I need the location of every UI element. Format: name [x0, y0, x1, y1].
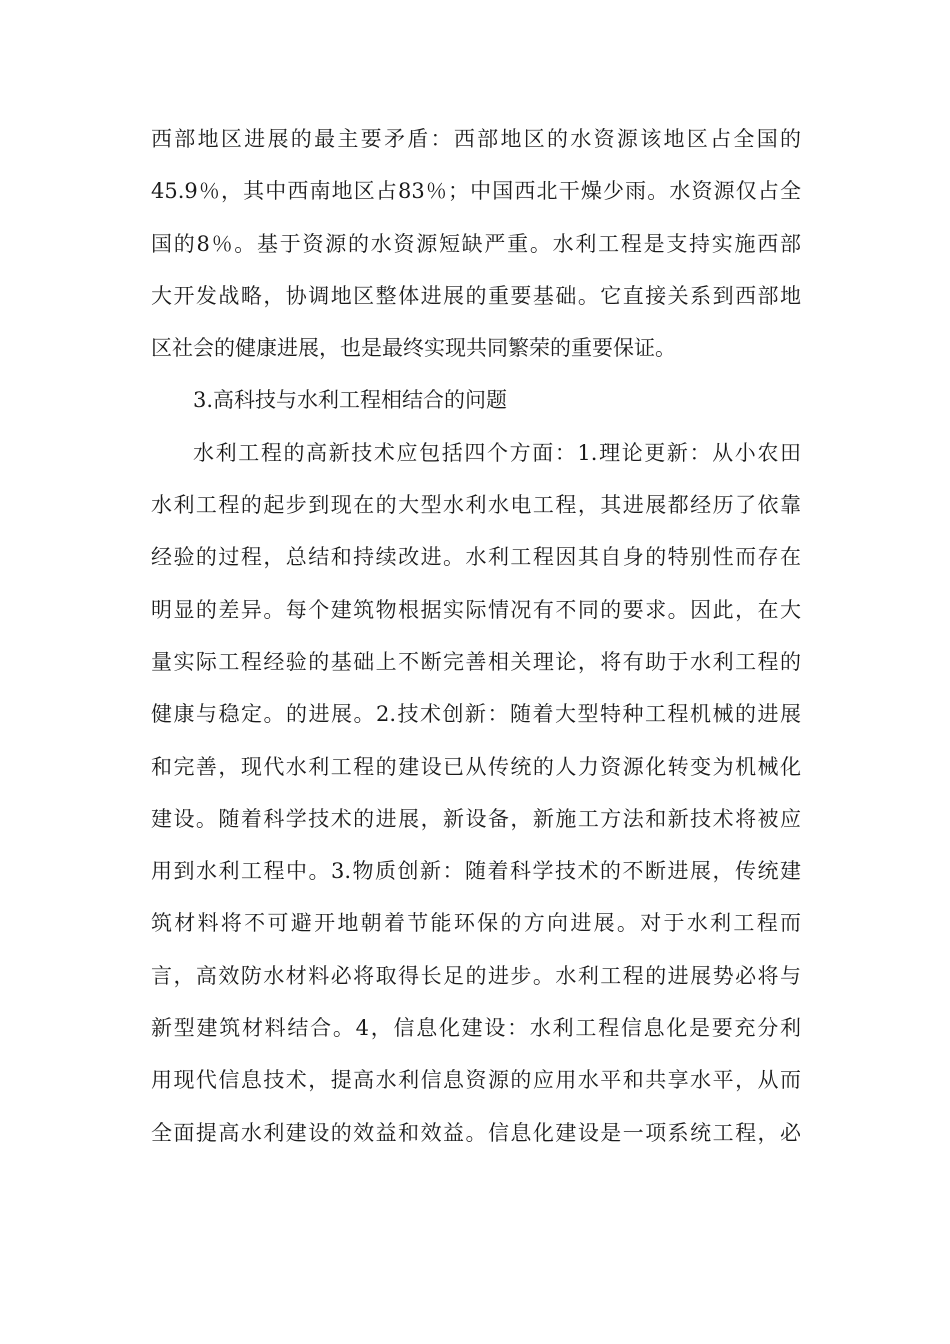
text-line: 3.高科技与水利工程相结合的问题	[193, 388, 508, 413]
text-line: 国的8％。基于资源的水资源短缺严重。水利工程是支持实施西部	[151, 231, 801, 256]
text-line: 言，高效防水材料必将取得长足的进步。水利工程的进展势必将与	[151, 963, 801, 988]
text-line: 水利工程的起步到现在的大型水利水电工程，其进展都经历了依靠	[151, 493, 801, 518]
text-line: 经验的过程，总结和持续改进。水利工程因其自身的特别性而存在	[151, 545, 801, 570]
text-line: 明显的差异。每个建筑物根据实际情况有不同的要求。因此，在大	[151, 597, 801, 622]
text-line: 用到水利工程中。3.物质创新：随着科学技术的不断进展，传统建	[151, 859, 801, 884]
text-line: 区社会的健康进展，也是最终实现共同繁荣的重要保证。	[151, 336, 676, 361]
text-line: 45.9％，其中西南地区占83％；中国西北干燥少雨。水资源仅占全	[151, 179, 801, 204]
text-line: 水利工程的高新技术应包括四个方面：1.理论更新：从小农田	[193, 440, 801, 465]
text-line: 健康与稳定。的进展。2.技术创新：随着大型特种工程机械的进展	[151, 702, 801, 727]
text-line: 筑材料将不可避开地朝着节能环保的方向进展。对于水利工程而	[151, 911, 801, 936]
text-line: 建设。随着科学技术的进展，新设备，新施工方法和新技术将被应	[151, 806, 801, 831]
body-text	[151, 113, 801, 1159]
text-line: 大开发战略，协调地区整体进展的重要基础。它直接关系到西部地	[151, 283, 801, 308]
text-line: 用现代信息技术，提高水利信息资源的应用水平和共享水平，从而	[151, 1068, 801, 1093]
text-line: 新型建筑材料结合。4，信息化建设：水利工程信息化是要充分利	[151, 1016, 801, 1041]
text-line: 西部地区进展的最主要矛盾：西部地区的水资源该地区占全国的	[151, 127, 801, 151]
text-line: 全面提高水利建设的效益和效益。信息化建设是一项系统工程，必	[151, 1120, 801, 1145]
text-line: 量实际工程经验的基础上不断完善相关理论，将有助于水利工程的	[151, 649, 801, 674]
text-line: 和完善，现代水利工程的建设已从传统的人力资源化转变为机械化	[151, 754, 801, 779]
